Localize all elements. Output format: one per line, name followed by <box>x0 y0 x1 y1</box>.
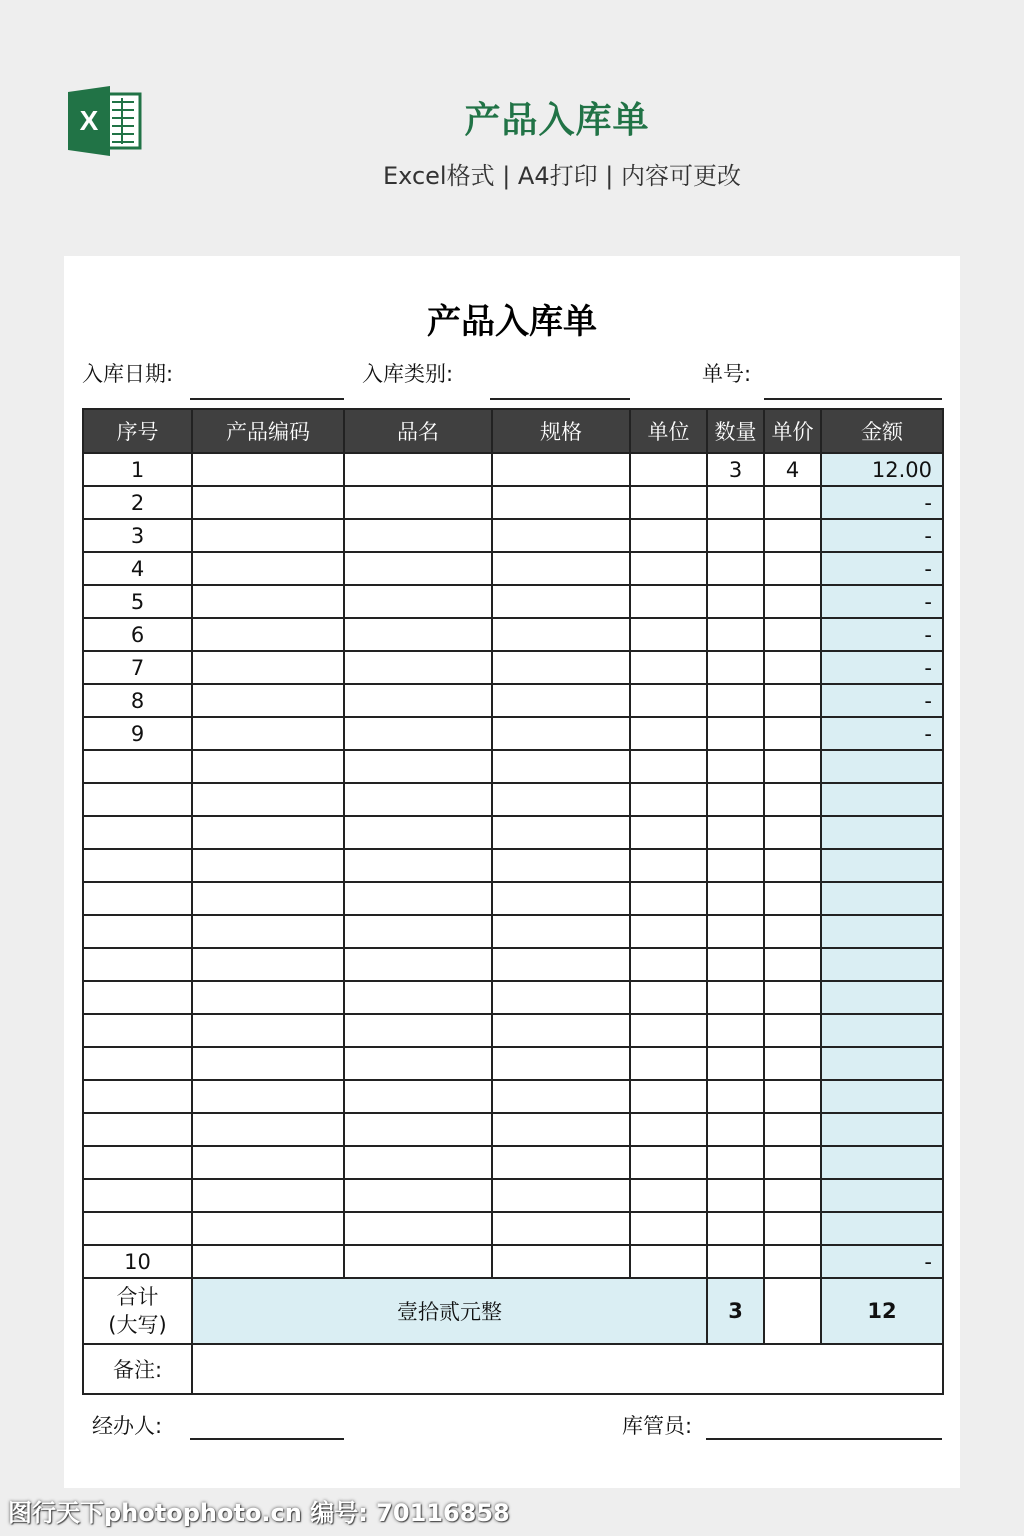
seq-cell[interactable]: 4 <box>83 552 192 585</box>
amount-cell[interactable]: - <box>821 651 943 684</box>
unit-cell[interactable] <box>630 684 707 717</box>
code-cell[interactable] <box>192 453 344 486</box>
column-header: 金额 <box>821 409 943 453</box>
spec-cell[interactable] <box>492 1113 630 1146</box>
name-cell[interactable] <box>344 552 492 585</box>
price-cell[interactable] <box>764 1047 821 1080</box>
table-row <box>83 684 943 717</box>
total-label <box>83 1278 192 1344</box>
table-row <box>83 1212 943 1245</box>
unit-cell[interactable] <box>630 486 707 519</box>
seq-cell[interactable]: 7 <box>83 651 192 684</box>
table-row <box>83 948 943 981</box>
table-row <box>83 816 943 849</box>
spec-cell[interactable] <box>492 684 630 717</box>
category-field[interactable] <box>490 398 630 400</box>
unit-cell[interactable] <box>630 1212 707 1245</box>
qty-cell[interactable] <box>707 948 764 981</box>
date-field[interactable] <box>190 398 344 400</box>
unit-cell[interactable] <box>630 750 707 783</box>
code-cell[interactable] <box>192 519 344 552</box>
unit-cell[interactable] <box>630 1047 707 1080</box>
table-row <box>83 915 943 948</box>
spec-cell[interactable] <box>492 552 630 585</box>
amount-cell[interactable] <box>821 1146 943 1179</box>
total-label-line2: (大写) <box>108 1313 167 1337</box>
name-cell[interactable] <box>344 816 492 849</box>
column-header: 品名 <box>344 409 492 453</box>
price-cell[interactable] <box>764 783 821 816</box>
name-cell[interactable] <box>344 1212 492 1245</box>
spec-cell[interactable] <box>492 519 630 552</box>
table-row <box>83 486 943 519</box>
code-cell[interactable] <box>192 717 344 750</box>
unit-cell[interactable] <box>630 915 707 948</box>
price-cell[interactable] <box>764 816 821 849</box>
qty-cell[interactable] <box>707 882 764 915</box>
qty-cell[interactable] <box>707 1080 764 1113</box>
code-cell[interactable] <box>192 552 344 585</box>
qty-cell[interactable] <box>707 1212 764 1245</box>
name-cell[interactable] <box>344 717 492 750</box>
spec-cell[interactable] <box>492 882 630 915</box>
amount-cell[interactable] <box>821 1047 943 1080</box>
table-row <box>83 1047 943 1080</box>
code-cell[interactable] <box>192 750 344 783</box>
amount-cell[interactable] <box>821 1179 943 1212</box>
watermark-text: 图行天下photophoto.cn 编号: 70116858 <box>8 1499 510 1527</box>
unit-cell[interactable] <box>630 882 707 915</box>
price-cell[interactable] <box>764 684 821 717</box>
seq-cell[interactable]: 9 <box>83 717 192 750</box>
price-cell[interactable] <box>764 750 821 783</box>
amount-cell[interactable]: - <box>821 1245 943 1278</box>
price-cell[interactable] <box>764 948 821 981</box>
qty-cell[interactable] <box>707 981 764 1014</box>
svg-text:X: X <box>79 105 99 136</box>
name-cell[interactable] <box>344 750 492 783</box>
name-cell[interactable] <box>344 1179 492 1212</box>
code-cell[interactable] <box>192 585 344 618</box>
spec-cell[interactable] <box>492 1212 630 1245</box>
column-header: 单价 <box>764 409 821 453</box>
total-amount-in-words[interactable]: 壹拾贰元整 <box>192 1278 707 1344</box>
number-label: 单号: <box>702 362 752 386</box>
column-header: 序号 <box>83 409 192 453</box>
unit-cell[interactable] <box>630 552 707 585</box>
handler-label: 经办人: <box>92 1414 163 1438</box>
name-cell[interactable] <box>344 915 492 948</box>
document-title: 产品入库单 <box>427 302 597 342</box>
seq-cell[interactable]: 6 <box>83 618 192 651</box>
qty-cell[interactable] <box>707 1146 764 1179</box>
spec-cell[interactable] <box>492 1080 630 1113</box>
code-cell[interactable] <box>192 915 344 948</box>
seq-cell[interactable]: 2 <box>83 486 192 519</box>
document-sheet <box>64 256 960 1488</box>
price-cell[interactable] <box>764 981 821 1014</box>
seq-cell[interactable]: 3 <box>83 519 192 552</box>
amount-cell[interactable] <box>821 981 943 1014</box>
table-row <box>83 981 943 1014</box>
price-cell[interactable] <box>764 1113 821 1146</box>
table-row <box>83 1014 943 1047</box>
seq-cell[interactable] <box>83 1047 192 1080</box>
price-cell[interactable] <box>764 519 821 552</box>
handler-field[interactable] <box>190 1438 344 1440</box>
name-cell[interactable] <box>344 849 492 882</box>
spec-cell[interactable] <box>492 1245 630 1278</box>
name-cell[interactable] <box>344 1080 492 1113</box>
amount-cell[interactable]: - <box>821 552 943 585</box>
seq-cell[interactable] <box>83 849 192 882</box>
name-cell[interactable] <box>344 519 492 552</box>
price-cell[interactable] <box>764 915 821 948</box>
name-cell[interactable] <box>344 585 492 618</box>
code-cell[interactable] <box>192 981 344 1014</box>
unit-cell[interactable] <box>630 1080 707 1113</box>
table-row <box>83 651 943 684</box>
name-cell[interactable] <box>344 948 492 981</box>
total-price-blank[interactable] <box>764 1278 821 1344</box>
code-cell[interactable] <box>192 783 344 816</box>
qty-cell[interactable] <box>707 519 764 552</box>
amount-cell[interactable] <box>821 750 943 783</box>
spec-cell[interactable] <box>492 453 630 486</box>
seq-cell[interactable] <box>83 1179 192 1212</box>
amount-cell[interactable] <box>821 915 943 948</box>
total-amount[interactable]: 12 <box>821 1278 943 1344</box>
table-row <box>83 882 943 915</box>
seq-cell[interactable] <box>83 981 192 1014</box>
qty-cell[interactable] <box>707 717 764 750</box>
unit-cell[interactable] <box>630 651 707 684</box>
table-row <box>83 1179 943 1212</box>
price-cell[interactable] <box>764 717 821 750</box>
qty-cell[interactable]: 3 <box>707 453 764 486</box>
name-cell[interactable] <box>344 486 492 519</box>
table-row <box>83 849 943 882</box>
code-cell[interactable] <box>192 882 344 915</box>
spec-cell[interactable] <box>492 915 630 948</box>
price-cell[interactable] <box>764 1080 821 1113</box>
column-header: 单位 <box>630 409 707 453</box>
seq-cell[interactable] <box>83 750 192 783</box>
seq-cell[interactable] <box>83 1212 192 1245</box>
table-row <box>83 552 943 585</box>
table-row <box>83 1146 943 1179</box>
name-cell[interactable] <box>344 1014 492 1047</box>
code-cell[interactable] <box>192 1212 344 1245</box>
code-cell[interactable] <box>192 948 344 981</box>
qty-cell[interactable] <box>707 783 764 816</box>
name-cell[interactable] <box>344 1047 492 1080</box>
code-cell[interactable] <box>192 1245 344 1278</box>
qty-cell[interactable] <box>707 618 764 651</box>
page-title: 产品入库单 <box>464 100 650 141</box>
unit-cell[interactable] <box>630 1245 707 1278</box>
name-cell[interactable] <box>344 453 492 486</box>
amount-cell[interactable]: - <box>821 585 943 618</box>
table-row <box>83 453 943 486</box>
total-row <box>83 1278 943 1344</box>
qty-cell[interactable] <box>707 750 764 783</box>
name-cell[interactable] <box>344 981 492 1014</box>
spec-cell[interactable] <box>492 618 630 651</box>
price-cell[interactable] <box>764 552 821 585</box>
code-cell[interactable] <box>192 684 344 717</box>
seq-cell[interactable] <box>83 1146 192 1179</box>
amount-cell[interactable]: - <box>821 486 943 519</box>
qty-cell[interactable] <box>707 816 764 849</box>
qty-cell[interactable] <box>707 585 764 618</box>
amount-cell[interactable] <box>821 1014 943 1047</box>
amount-cell[interactable] <box>821 816 943 849</box>
table-row <box>83 750 943 783</box>
name-cell[interactable] <box>344 882 492 915</box>
code-cell[interactable] <box>192 618 344 651</box>
qty-cell[interactable] <box>707 552 764 585</box>
seq-cell[interactable] <box>83 783 192 816</box>
unit-cell[interactable] <box>630 717 707 750</box>
amount-cell[interactable] <box>821 783 943 816</box>
code-cell[interactable] <box>192 486 344 519</box>
seq-cell[interactable] <box>83 1113 192 1146</box>
amount-cell[interactable]: - <box>821 717 943 750</box>
price-cell[interactable] <box>764 1014 821 1047</box>
amount-cell[interactable] <box>821 1212 943 1245</box>
table-row <box>83 1113 943 1146</box>
unit-cell[interactable] <box>630 1014 707 1047</box>
qty-cell[interactable] <box>707 1113 764 1146</box>
name-cell[interactable] <box>344 651 492 684</box>
spec-cell[interactable] <box>492 816 630 849</box>
code-cell[interactable] <box>192 1146 344 1179</box>
price-cell[interactable]: 4 <box>764 453 821 486</box>
amount-cell[interactable]: - <box>821 519 943 552</box>
spec-cell[interactable] <box>492 948 630 981</box>
spec-cell[interactable] <box>492 783 630 816</box>
remark-row <box>83 1344 943 1394</box>
keeper-label: 库管员: <box>622 1414 693 1438</box>
page-subtitle: Excel格式 | A4打印 | 内容可更改 <box>383 162 741 190</box>
unit-cell[interactable] <box>630 948 707 981</box>
seq-cell[interactable]: 10 <box>83 1245 192 1278</box>
remark-field[interactable] <box>192 1344 943 1394</box>
seq-cell[interactable] <box>83 816 192 849</box>
unit-cell[interactable] <box>630 783 707 816</box>
price-cell[interactable] <box>764 486 821 519</box>
unit-cell[interactable] <box>630 981 707 1014</box>
table-row <box>83 585 943 618</box>
amount-cell[interactable] <box>821 849 943 882</box>
price-cell[interactable] <box>764 651 821 684</box>
code-cell[interactable] <box>192 816 344 849</box>
table-row <box>83 1245 943 1278</box>
unit-cell[interactable] <box>630 1113 707 1146</box>
amount-cell[interactable] <box>821 1080 943 1113</box>
amount-cell[interactable] <box>821 948 943 981</box>
table-row <box>83 519 943 552</box>
seq-cell[interactable]: 8 <box>83 684 192 717</box>
name-cell[interactable] <box>344 1245 492 1278</box>
column-header: 产品编码 <box>192 409 344 453</box>
qty-cell[interactable] <box>707 1245 764 1278</box>
code-cell[interactable] <box>192 651 344 684</box>
amount-cell[interactable]: - <box>821 618 943 651</box>
amount-cell[interactable] <box>821 1113 943 1146</box>
seq-cell[interactable] <box>83 1080 192 1113</box>
qty-cell[interactable] <box>707 849 764 882</box>
code-cell[interactable] <box>192 849 344 882</box>
column-header: 规格 <box>492 409 630 453</box>
unit-cell[interactable] <box>630 618 707 651</box>
unit-cell[interactable] <box>630 453 707 486</box>
price-cell[interactable] <box>764 1245 821 1278</box>
spec-cell[interactable] <box>492 1179 630 1212</box>
spec-cell[interactable] <box>492 1146 630 1179</box>
qty-cell[interactable] <box>707 1014 764 1047</box>
table-header-row <box>83 409 943 453</box>
total-quantity[interactable]: 3 <box>707 1278 764 1344</box>
spec-cell[interactable] <box>492 1014 630 1047</box>
qty-cell[interactable] <box>707 651 764 684</box>
price-cell[interactable] <box>764 849 821 882</box>
unit-cell[interactable] <box>630 816 707 849</box>
code-cell[interactable] <box>192 1113 344 1146</box>
table-row <box>83 1080 943 1113</box>
qty-cell[interactable] <box>707 684 764 717</box>
qty-cell[interactable] <box>707 1179 764 1212</box>
spec-cell[interactable] <box>492 585 630 618</box>
column-header: 数量 <box>707 409 764 453</box>
qty-cell[interactable] <box>707 1047 764 1080</box>
price-cell[interactable] <box>764 618 821 651</box>
keeper-field[interactable] <box>706 1438 942 1440</box>
seq-cell[interactable] <box>83 915 192 948</box>
date-label: 入库日期: <box>82 362 174 386</box>
unit-cell[interactable] <box>630 1179 707 1212</box>
price-cell[interactable] <box>764 1179 821 1212</box>
table-row <box>83 717 943 750</box>
category-label: 入库类别: <box>362 362 454 386</box>
seq-cell[interactable] <box>83 1014 192 1047</box>
code-cell[interactable] <box>192 1014 344 1047</box>
total-label-line1: 合计 <box>116 1285 159 1309</box>
seq-cell[interactable] <box>83 882 192 915</box>
code-cell[interactable] <box>192 1179 344 1212</box>
name-cell[interactable] <box>344 1113 492 1146</box>
price-cell[interactable] <box>764 882 821 915</box>
unit-cell[interactable] <box>630 849 707 882</box>
price-cell[interactable] <box>764 1146 821 1179</box>
name-cell[interactable] <box>344 1146 492 1179</box>
spec-cell[interactable] <box>492 717 630 750</box>
code-cell[interactable] <box>192 1047 344 1080</box>
amount-cell[interactable] <box>821 882 943 915</box>
code-cell[interactable] <box>192 1080 344 1113</box>
table-body <box>83 453 943 1278</box>
unit-cell[interactable] <box>630 585 707 618</box>
qty-cell[interactable] <box>707 486 764 519</box>
seq-cell[interactable]: 1 <box>83 453 192 486</box>
name-cell[interactable] <box>344 684 492 717</box>
inventory-table <box>82 408 944 1395</box>
number-field[interactable] <box>764 398 942 400</box>
table-row <box>83 618 943 651</box>
spec-cell[interactable] <box>492 750 630 783</box>
table-row <box>83 783 943 816</box>
seq-cell[interactable]: 5 <box>83 585 192 618</box>
name-cell[interactable] <box>344 783 492 816</box>
spec-cell[interactable] <box>492 981 630 1014</box>
unit-cell[interactable] <box>630 519 707 552</box>
price-cell[interactable] <box>764 585 821 618</box>
qty-cell[interactable] <box>707 915 764 948</box>
spec-cell[interactable] <box>492 849 630 882</box>
remark-label: 备注: <box>83 1344 192 1394</box>
seq-cell[interactable] <box>83 948 192 981</box>
name-cell[interactable] <box>344 618 492 651</box>
unit-cell[interactable] <box>630 1146 707 1179</box>
amount-cell[interactable]: - <box>821 684 943 717</box>
price-cell[interactable] <box>764 1212 821 1245</box>
spec-cell[interactable] <box>492 651 630 684</box>
spec-cell[interactable] <box>492 486 630 519</box>
spec-cell[interactable] <box>492 1047 630 1080</box>
amount-cell[interactable]: 12.00 <box>821 453 943 486</box>
